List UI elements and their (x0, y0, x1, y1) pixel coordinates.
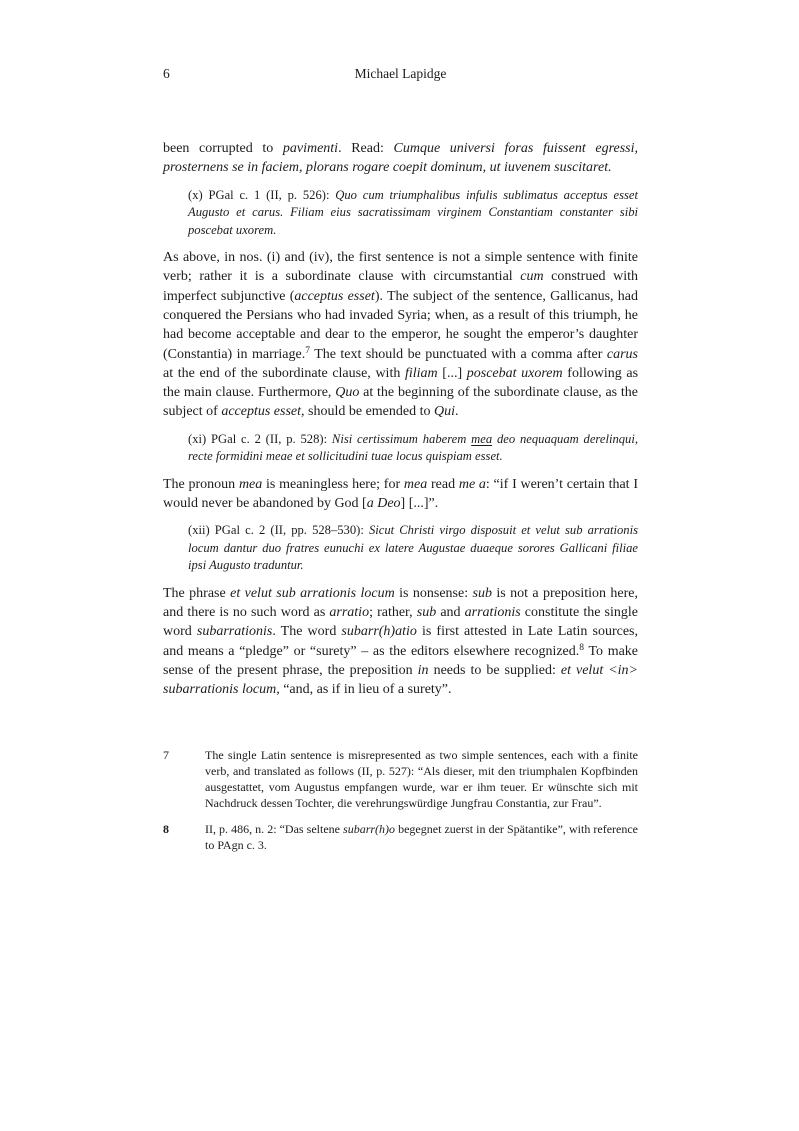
text-run: needs to be supplied: (428, 663, 561, 679)
text-run: , “and, as if in lieu of a surety”. (276, 682, 452, 698)
text-run: Quo (335, 385, 360, 401)
text-run: mea (471, 431, 493, 446)
text-run: Cumque universi foras fuissent egressi, prosternens se in faciem, plorans rogare coepit dominum, ut iuvenem suscitaret. (163, 141, 638, 176)
text-run: II, p. 486, n. 2: “Das seltene (205, 821, 344, 836)
text-run: The phrase (163, 585, 231, 601)
footnote-ref: 7 (305, 345, 310, 356)
text-run: been corrupted to (163, 141, 283, 156)
text-run: pavimenti (282, 141, 339, 156)
text-run: sub (416, 605, 437, 621)
paragraph-continuation (163, 139, 638, 178)
text-run: is nonsense: (394, 585, 473, 601)
text-run: (x) PGal c. 1 (II, p. 526): (188, 187, 336, 202)
text-run: sub (472, 585, 492, 601)
text-run: is not a preposition here, and there is no such word as (163, 585, 638, 621)
text-run: The text should be punctuated with a comma after (310, 346, 607, 362)
text-run: construed with imperfect subjunctive ( (163, 269, 638, 304)
paragraph-discussion-x (163, 248, 638, 422)
quote-example-x (188, 187, 638, 240)
text-run: following as the main clause. Furthermore, (163, 365, 639, 401)
text-run: [...] (437, 365, 467, 381)
page-number: 6 (163, 66, 170, 81)
paragraph-discussion-xii (163, 584, 638, 700)
text-run: begegnet zuerst in der Spätantike”, with reference to PAgn c. 3. (205, 821, 638, 852)
text-run: et velut <in> subarrationis locum (163, 663, 638, 698)
text-run: To make sense of the present phrase, the preposition (163, 643, 639, 679)
text-run: ; rather, (369, 605, 417, 621)
text-run: read (427, 476, 459, 492)
text-run: . Read: (338, 141, 394, 156)
quote-example-xii (188, 522, 638, 575)
text-run: acceptus esset (221, 404, 302, 420)
text-run: : “if I weren’t certain that I would never be abandoned by God [ (163, 476, 638, 512)
footnote-ref: 8 (579, 643, 585, 653)
text-run: cum (520, 269, 544, 285)
running-head: Michael Lapidge (354, 66, 447, 81)
text-run: subarr(h)o (343, 821, 396, 836)
footnote-7 (163, 748, 638, 812)
text-run: at the beginning of the subordinate clause, as the subject of (163, 385, 639, 420)
text-run: , should be emended to (301, 404, 435, 420)
footnote-number: 8 (163, 821, 169, 836)
footnote-text (205, 748, 638, 812)
main-text (163, 139, 638, 709)
text-run: mea (403, 476, 428, 492)
text-run: (xi) PGal c. 2 (II, p. 528): (188, 431, 332, 446)
text-run: Sicut Christi virgo disposuit et velut sub arrationis locum dantur duo fratres eunuchi ex latere Augustae duaeque sorores Gallicani filiae ipsi Augusto traduntur. (188, 523, 639, 573)
text-run: . (455, 404, 459, 420)
text-run: at the end of the subordinate clause, with (163, 365, 405, 381)
text-run: et velut sub arrationis locum (230, 585, 395, 601)
text-run: subarrationis (196, 624, 273, 640)
footnote-8 (163, 822, 638, 854)
text-run: constitute the single word (163, 605, 638, 640)
text-run: (xii) PGal c. 2 (II, pp. 528–530): (188, 523, 369, 538)
text-run: Quo cum triumphalibus infulis sublimatus acceptus esset Augusto et carus. Filiam eius sacratissimam virginem Constantiam constanter sibi poscebat uxorem. (188, 187, 638, 237)
text-run: As above, in nos. (i) and (iv), the first sentence is not a simple sentence with finite verb; rather it is a subordinate clause with circumstantial (163, 250, 638, 285)
text-run: mea (238, 476, 263, 492)
text-run: a Deo (366, 496, 401, 512)
text-run: poscebat uxorem (466, 365, 563, 381)
text-run: The pronoun (163, 476, 239, 492)
text-run: . The word (272, 624, 342, 640)
text-run: is first attested in Late Latin sources, and means a “pledge” or “surety” – as the editors elsewhere recognized. (163, 624, 638, 659)
footnote-text (205, 822, 638, 854)
text-run: acceptus esset (294, 288, 375, 304)
text-run: The single Latin sentence is misrepresented as two simple sentences, each with a finite verb, and translated as follows (II, p. 527): “Als dieser, mit den triumphalen Kopfbinden ausgestattet, vom Augustus empfangen wurde, war er ihm teuer. Er wünschte sich mit Nachdruck dessen Tochter, die verehrungswürdige Jungfrau Constantia, zur Frau”. (205, 748, 638, 810)
text-run: Qui (434, 404, 456, 420)
text-run: ). The subject of the sentence, Gallicanus, had conquered the Persians who had invaded Syria; when, as a result of this triumph, he had become acceptable and dear to the emperor, he sought the emperor’s daughter (Constantia) in marriage. (163, 288, 638, 362)
text-run: in (417, 663, 429, 679)
text-run: filiam (404, 365, 438, 381)
text-run: and (436, 605, 465, 621)
paragraph-discussion-xi (163, 475, 638, 514)
footnote-number: 7 (163, 748, 169, 762)
text-run: arrationis (464, 605, 521, 621)
footnotes-section (163, 748, 638, 863)
text-run: ] [...]”. (400, 496, 439, 512)
text-run: carus (606, 346, 638, 362)
text-run: is meaningless here; for (262, 476, 404, 492)
text-run: me a (458, 476, 486, 492)
text-run: arratio (329, 605, 370, 621)
page-header (163, 66, 638, 82)
text-run: subarr(h)atio (341, 624, 417, 640)
text-run: deo nequaquam derelinqui, recte formidini meae et sollicitudini tuae locus quispiam esset. (188, 431, 638, 464)
text-run: Nisi certissimum haberem (331, 431, 472, 446)
quote-example-xi (188, 431, 638, 466)
